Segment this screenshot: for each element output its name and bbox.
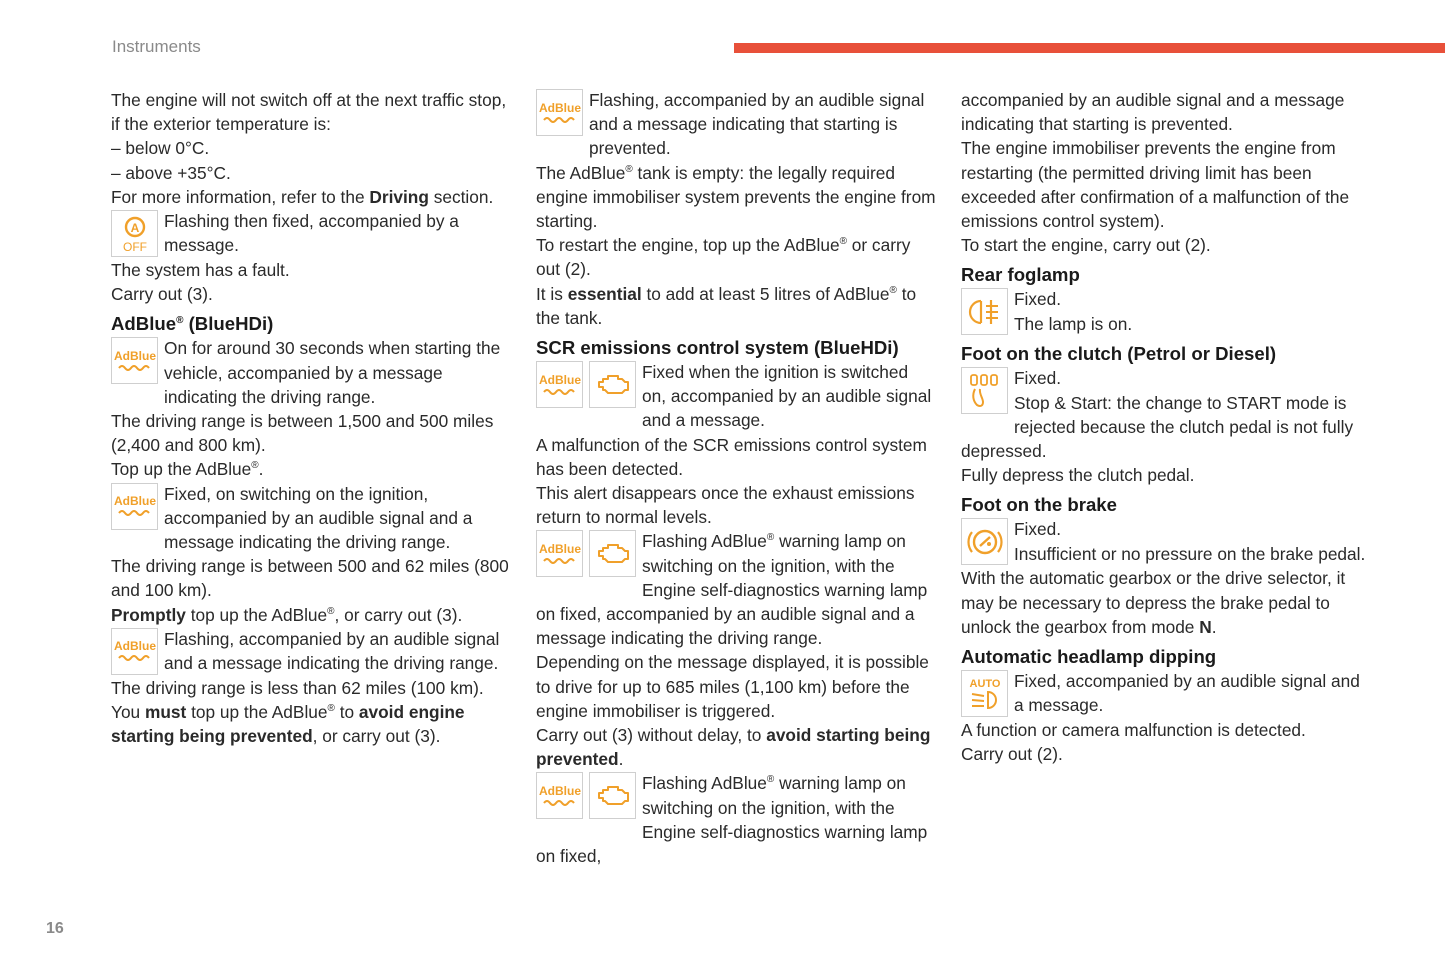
icon-off-text: OFF <box>122 239 147 254</box>
paragraph: Flashing, accompanied by an audible signal and a message indicating that starting is prevented. <box>589 90 925 159</box>
paragraph: Flashing AdBlue® warning lamp on switching on the ignition, with the Engine self-diagnostics warning lamp on fixed, <box>536 773 928 867</box>
rear-foglamp-icon <box>961 288 1008 335</box>
paragraph: Fixed when the ignition is switched on, accompanied by an audible signal and a message. <box>642 362 932 431</box>
paragraph: Fixed, accompanied by an audible signal and a message. <box>1014 671 1360 716</box>
foot-on-brake-icon <box>961 518 1008 565</box>
adblue-icon <box>536 530 583 577</box>
heading-scr: SCR emissions control system (BlueHDi) <box>536 337 899 359</box>
paragraph: The driving range is between 500 and 62 miles (800 and 100 km). <box>111 556 509 601</box>
paragraph: Fixed. <box>1014 519 1062 540</box>
paragraph: The driving range is less than 62 miles (100 km). <box>111 677 484 698</box>
paragraph: The AdBlue® tank is empty: the legally required engine immobiliser system prevents the engine from starting. <box>536 162 936 232</box>
svg-text:A: A <box>130 220 139 235</box>
svg-text:AdBlue: AdBlue <box>113 639 156 654</box>
heading-foot-on-brake: Foot on the brake <box>961 494 1117 516</box>
column-3 <box>961 88 1371 766</box>
adblue-icon <box>111 483 158 530</box>
stop-start-off-icon <box>111 210 158 257</box>
svg-text:AdBlue: AdBlue <box>113 494 156 509</box>
header-accent-bar <box>734 43 1445 53</box>
paragraph: For more information, refer to the Driving section. <box>111 186 494 207</box>
adblue-icon <box>111 337 158 384</box>
paragraph: Carry out (3). <box>111 284 213 305</box>
page-number: 16 <box>46 920 64 937</box>
paragraph: On for around 30 seconds when starting the vehicle, accompanied by a message indicating the driving range. <box>164 338 501 407</box>
svg-text:AdBlue: AdBlue <box>538 372 581 387</box>
heading-adblue: AdBlue® (BlueHDi) <box>111 313 274 335</box>
paragraph: This alert disappears once the exhaust emissions return to normal levels. <box>536 483 915 528</box>
paragraph: To start the engine, carry out (2). <box>961 235 1211 256</box>
paragraph: A malfunction of the SCR emissions control system has been detected. <box>536 434 927 479</box>
svg-text:AdBlue: AdBlue <box>113 348 156 363</box>
paragraph: The engine will not switch off at the next traffic stop, if the exterior temperature is: <box>111 90 507 135</box>
section-title: Instruments <box>112 37 201 56</box>
paragraph: Flashing, accompanied by an audible signal and a message indicating the driving range. <box>164 628 500 674</box>
paragraph: Depending on the message displayed, it is possible to drive for up to 685 miles (1,100 km) before the engine immobiliser is triggered. <box>536 652 929 721</box>
svg-text:AdBlue: AdBlue <box>538 783 581 798</box>
svg-text:AUTO: AUTO <box>969 677 1000 690</box>
engine-diagnostics-icon <box>589 361 636 408</box>
paragraph: Insufficient or no pressure on the brake pedal. <box>1014 543 1366 564</box>
paragraph: – below 0°C. <box>111 138 210 159</box>
paragraph: Top up the AdBlue®. <box>111 459 264 480</box>
paragraph: It is essential to add at least 5 litres of AdBlue® to the tank. <box>536 283 917 328</box>
paragraph: Stop & Start: the change to START mode is rejected because the clutch pedal is not fully depressed. <box>961 392 1354 462</box>
paragraph: Carry out (3) without delay, to avoid starting being prevented. <box>536 725 931 770</box>
column-1 <box>111 88 511 748</box>
paragraph: You must top up the AdBlue® to avoid engine starting being prevented, or carry out (3). <box>111 702 465 747</box>
paragraph: The system has a fault. <box>111 260 290 281</box>
paragraph: – above +35°C. <box>111 162 231 183</box>
column-2 <box>536 88 936 868</box>
svg-text:AdBlue: AdBlue <box>538 541 581 556</box>
adblue-icon <box>111 628 158 675</box>
paragraph: To restart the engine, top up the AdBlue® or carry out (2). <box>536 235 911 280</box>
adblue-icon <box>536 772 583 819</box>
adblue-icon <box>536 89 583 136</box>
paragraph: The driving range is between 1,500 and 500 miles (2,400 and 800 km). <box>111 411 494 456</box>
paragraph: Flashing AdBlue® warning lamp on switching on the ignition, with the Engine self-diagnostics warning lamp on fixed, accompanied by an audible signal and a message indicating the driving range. <box>536 531 928 649</box>
heading-auto-headlamp: Automatic headlamp dipping <box>961 646 1217 668</box>
paragraph: Fully depress the clutch pedal. <box>961 465 1195 486</box>
svg-text:AdBlue: AdBlue <box>538 100 581 115</box>
paragraph: The lamp is on. <box>1014 313 1133 334</box>
heading-rear-foglamp: Rear foglamp <box>961 264 1080 286</box>
adblue-icon <box>536 361 583 408</box>
paragraph: Fixed. <box>1014 289 1062 310</box>
paragraph: With the automatic gearbox or the drive selector, it may be necessary to depress the brake pedal to unlock the gearbox from mode N. <box>961 568 1346 637</box>
paragraph: Carry out (2). <box>961 744 1063 765</box>
paragraph: The engine immobiliser prevents the engine from restarting (the permitted driving limit has been exceeded after confirmation of a malfunction of the emissions control system). <box>961 138 1350 232</box>
foot-on-clutch-icon <box>961 367 1008 414</box>
paragraph: Promptly top up the AdBlue®, or carry out (3). <box>111 604 463 625</box>
auto-headlamp-icon <box>961 670 1008 717</box>
paragraph: Flashing then fixed, accompanied by a message. <box>164 211 459 256</box>
paragraph: accompanied by an audible signal and a message indicating that starting is prevented. <box>961 90 1345 135</box>
engine-diagnostics-icon <box>589 530 636 577</box>
paragraph: Fixed, on switching on the ignition, accompanied by an audible signal and a message indicating the driving range. <box>164 483 473 553</box>
heading-foot-on-clutch: Foot on the clutch (Petrol or Diesel) <box>961 343 1277 365</box>
engine-diagnostics-icon <box>589 772 636 819</box>
paragraph: A function or camera malfunction is detected. <box>961 720 1306 741</box>
paragraph: Fixed. <box>1014 368 1062 389</box>
